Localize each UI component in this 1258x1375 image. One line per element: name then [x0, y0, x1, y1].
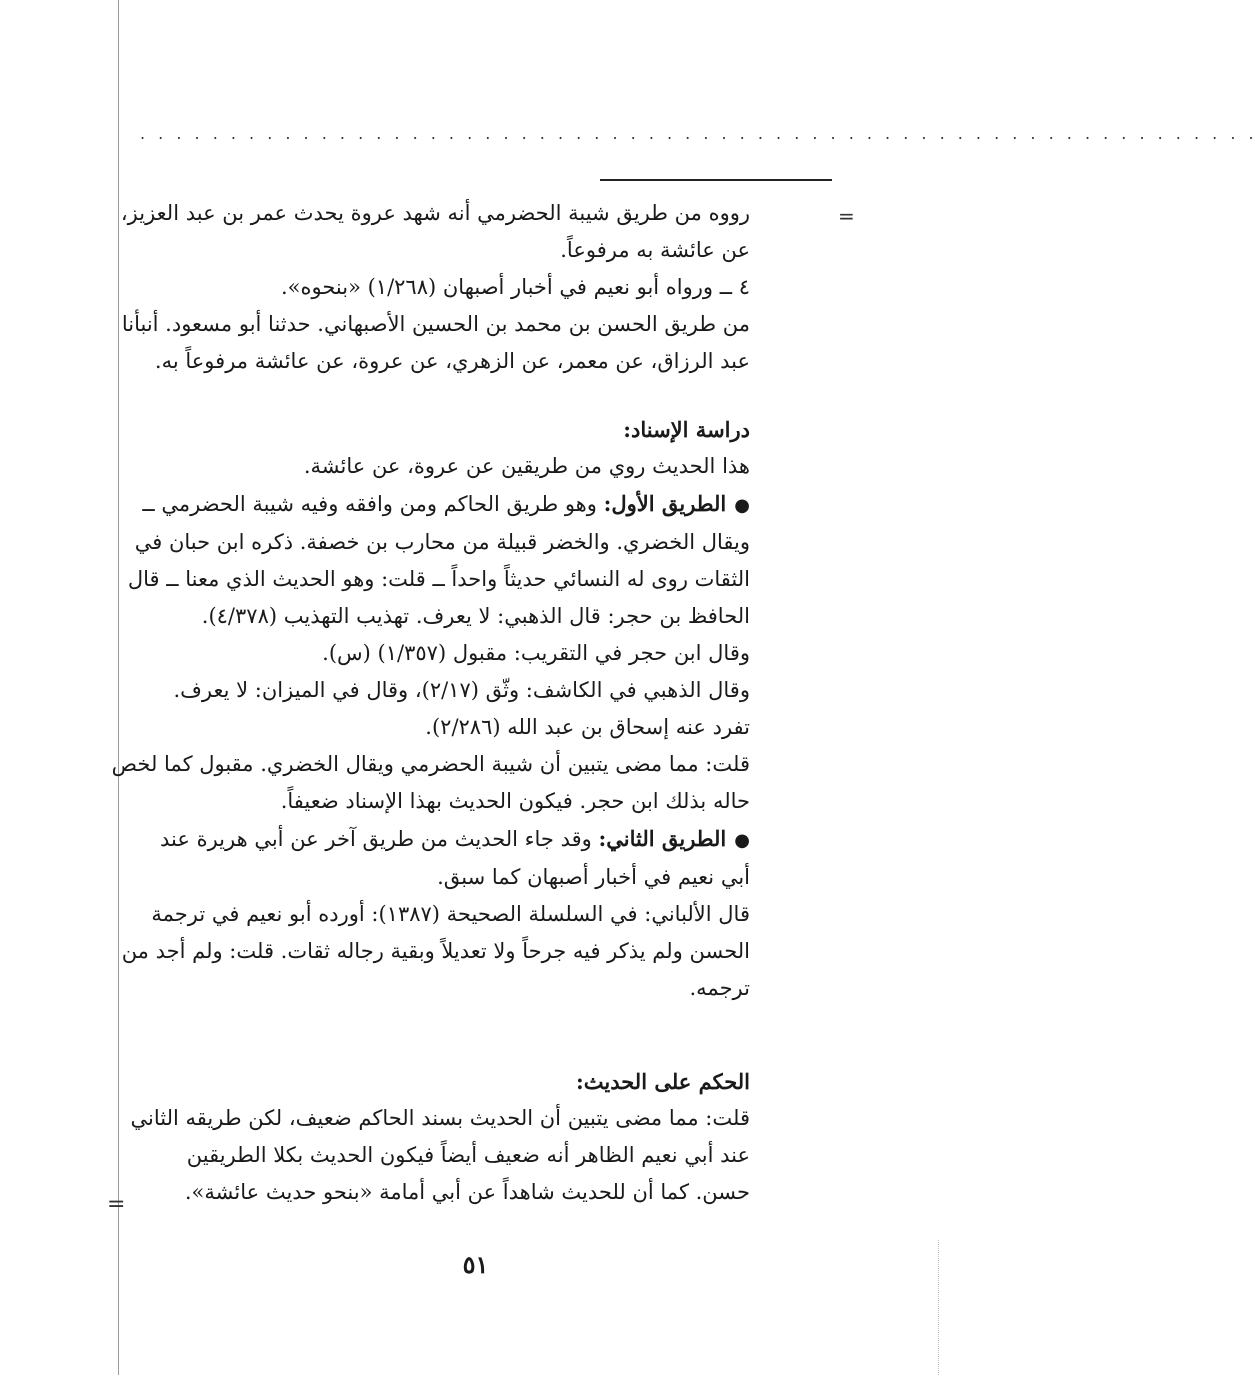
- margin-mark-right: =: [838, 204, 855, 228]
- text-line: أبي نعيم في أخبار أصبهان كما سبق.: [437, 865, 750, 889]
- second-path-label: الطريق الثاني:: [598, 826, 727, 851]
- text-line: الحسن ولم يذكر فيه جرحاً ولا تعديلاً وبقية رجاله ثقات. قلت: ولم أجد من: [121, 939, 750, 963]
- text-line: رووه من طريق شيبة الحضرمي أنه شهد عروة يحدث عمر بن عبد العزيز،: [120, 201, 750, 225]
- bullet-icon: ●: [734, 495, 750, 516]
- margin-rule: [118, 0, 119, 1375]
- text-line: من طريق الحسن بن محمد بن الحسين الأصبهاني. حدثنا أبو مسعود. أنبأنا: [121, 312, 750, 336]
- first-path-line: [132, 485, 750, 524]
- second-path-line: [132, 820, 750, 859]
- bullet-icon: ●: [734, 830, 750, 851]
- margin-mark-left: =: [107, 1192, 126, 1217]
- text-line: عند أبي نعيم الظاهر أنه ضعيف أيضاً فيكون الحديث بكلا الطريقين: [186, 1143, 750, 1167]
- text-line: ترجمه.: [689, 976, 750, 1000]
- text-line: الحافظ بن حجر: قال الذهبي: لا يعرف. تهذيب التهذيب (٤/٣٧٨).: [201, 604, 750, 628]
- text-line: حاله بذلك ابن حجر. فيكون الحديث بهذا الإسناد ضعيفاً.: [280, 789, 750, 813]
- text-line: قال الألباني: في السلسلة الصحيحة (١٣٨٧): أورده أبو نعيم في ترجمة: [151, 902, 750, 926]
- text-line: عبد الرزاق، عن معمر، عن الزهري، عن عروة، عن عائشة مرفوعاً به.: [154, 349, 750, 373]
- section-heading: دراسة الإسناد:: [623, 417, 750, 442]
- first-path-label: الطريق الأول:: [603, 491, 727, 516]
- text-line: ٤ ــ ورواه أبو نعيم في أخبار أصبهان (١/٢٦٨) «بنحوه».: [280, 275, 750, 299]
- text-line: قلت: مما مضى يتبين أن الحديث بسند الحاكم ضعيف، لكن طريقه الثاني: [130, 1106, 750, 1130]
- isnad-study-section: [111, 411, 750, 1007]
- text-line: الثقات روى له النسائي حديثاً واحداً ــ قلت: وهو الحديث الذي معنا ــ قال: [127, 567, 750, 591]
- text-line: قلت: مما مضى يتبين أن شيبة الحضرمي ويقال الخضري. مقبول كما لخص: [111, 752, 750, 776]
- ruling-section: [132, 1063, 750, 1211]
- text-span: وقد جاء الحديث من طريق آخر عن أبي هريرة عند: [160, 827, 592, 851]
- text-line: ويقال الخضري. والخضر قبيلة من محارب بن خصفة. ذكره ابن حبان في: [134, 530, 750, 554]
- page-number: ٥١: [462, 1250, 489, 1279]
- text-line: تفرد عنه إسحاق بن عبد الله (٢/٢٨٦).: [425, 715, 750, 739]
- footnote-rule: [600, 179, 832, 181]
- section-heading: الحكم على الحديث:: [576, 1069, 750, 1094]
- text-line: وقال ابن حجر في التقريب: مقبول (١/٣٥٧) (س).: [322, 641, 750, 665]
- text-line: وقال الذهبي في الكاشف: وثّق (٢/١٧)، وقال في الميزان: لا يعرف.: [173, 678, 750, 702]
- dotted-separator: . . . . . . . . . . . . . . . . . . . . . . . . . . . . . . . . . . . . . . . . . . . . . . . . . . . . . . . . . . . . . .: [140, 124, 1258, 143]
- text-line: عن عائشة به مرفوعاً.: [560, 238, 750, 262]
- footnote-block: [120, 195, 750, 380]
- text-line: حسن. كما أن للحديث شاهداً عن أبي أمامة «بنحو حديث عائشة».: [184, 1180, 750, 1204]
- text-span: وهو طريق الحاكم ومن وافقه وفيه شيبة الحضرمي ــ: [142, 492, 597, 516]
- text-line: هذا الحديث روي من طريقين عن عروة، عن عائشة.: [303, 454, 750, 478]
